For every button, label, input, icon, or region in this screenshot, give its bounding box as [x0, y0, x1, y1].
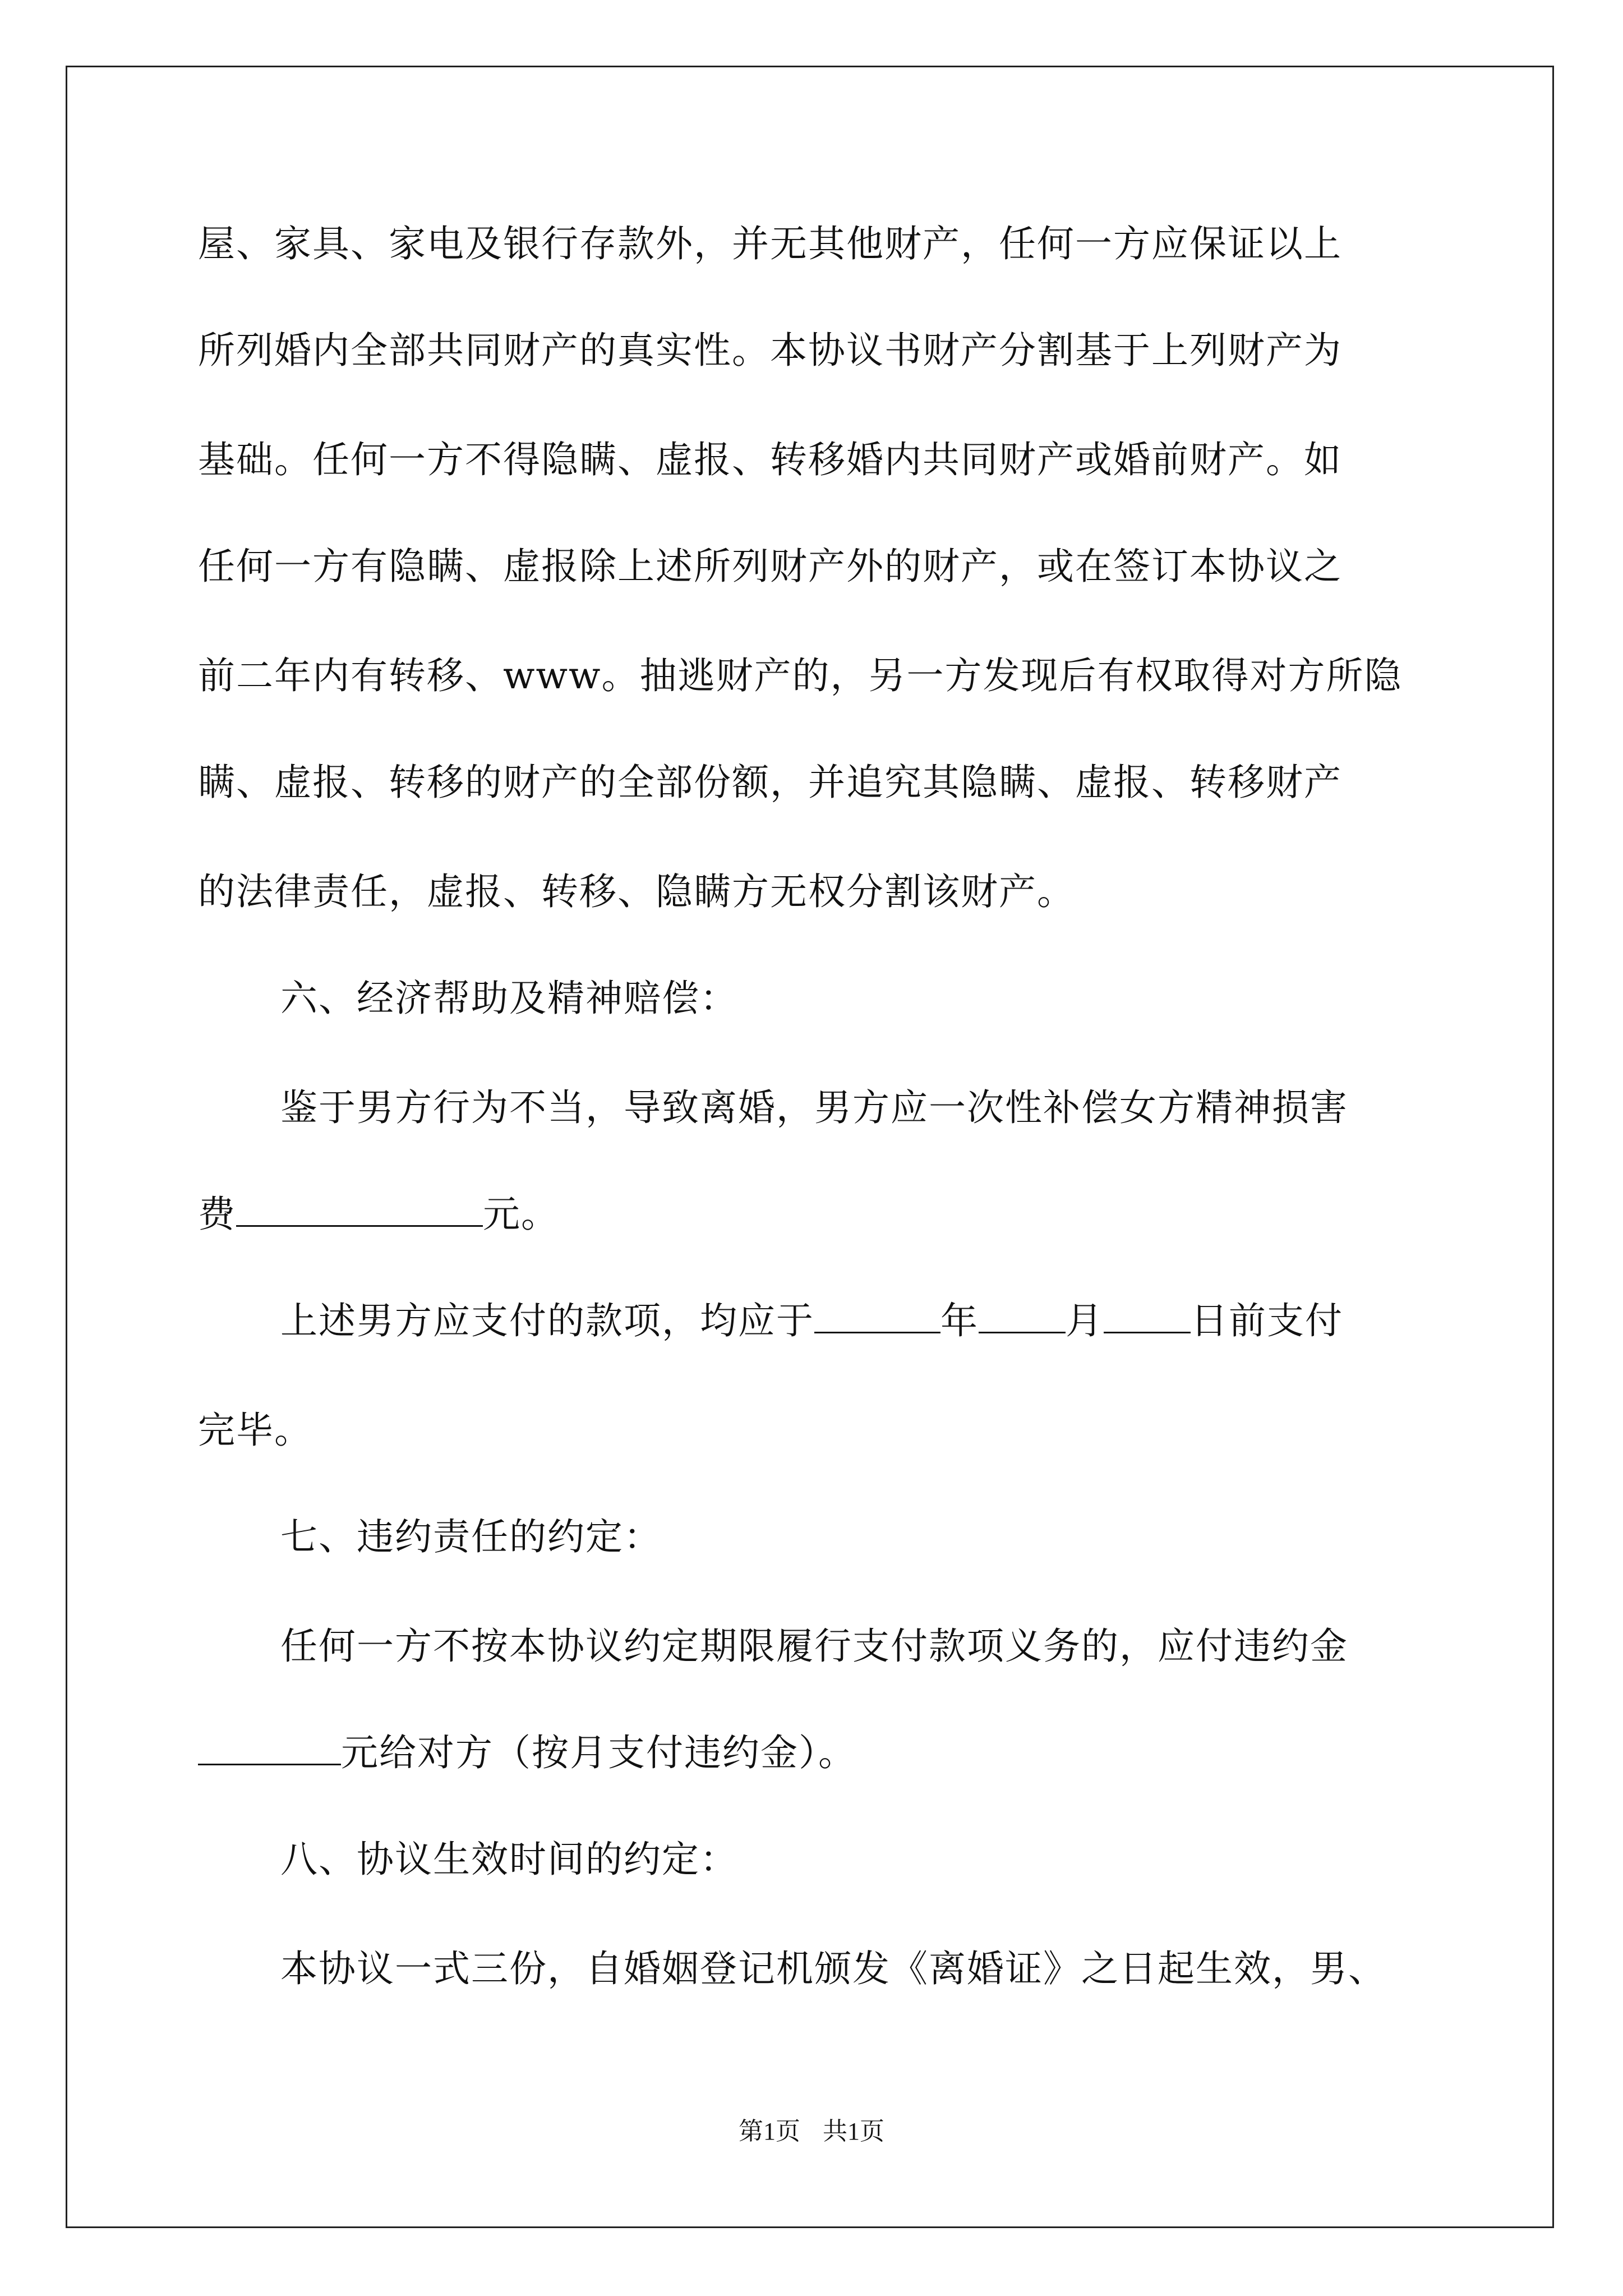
page-footer	[0, 2115, 1623, 2148]
section-heading-6: 六、经济帮助及精神赔偿：	[280, 977, 738, 1020]
body-line-11: 完毕。	[198, 1409, 312, 1452]
day-label: 日前支付	[1191, 1299, 1343, 1342]
fee-label: 费	[198, 1193, 236, 1236]
month-label: 月	[1066, 1299, 1104, 1342]
day-blank	[1104, 1298, 1191, 1333]
body-line-9	[198, 1189, 559, 1240]
year-label: 年	[940, 1299, 979, 1342]
month-blank	[979, 1298, 1066, 1333]
body-line-14: 本协议一式三份，自婚姻登记机颁发《离婚证》之日起生效，男、	[280, 1947, 1386, 1990]
body-line-2: 所列婚内全部共同财产的真实性。本协议书财产分割基于上列财产为	[198, 329, 1342, 372]
body-line-12: 任何一方不按本协议约定期限履行支付款项义务的，应付违约金	[280, 1625, 1348, 1668]
amount-blank	[236, 1191, 483, 1227]
body-line-6: 瞒、虚报、转移的财产的全部份额，并追究其隐瞒、虚报、转移财产	[198, 761, 1342, 804]
page-border	[66, 66, 1554, 2228]
body-line-8: 鉴于男方行为不当，导致离婚，男方应一次性补偿女方精神损害	[280, 1086, 1348, 1129]
body-line-10	[280, 1296, 1343, 1346]
body-line-3: 基础。任何一方不得隐瞒、虚报、转移婚内共同财产或婚前财产。如	[198, 438, 1342, 481]
currency-label: 元。	[483, 1193, 559, 1236]
body-line-5: 前二年内有转移、www。抽逃财产的，另一方发现后有权取得对方所隐	[198, 654, 1403, 697]
penalty-blank	[198, 1730, 341, 1765]
payment-deadline-text: 上述男方应支付的款项，均应于	[280, 1299, 814, 1342]
body-line-1: 屋、家具、家电及银行存款外，并无其他财产，任何一方应保证以上	[198, 222, 1342, 265]
section-heading-7: 七、违约责任的约定：	[280, 1515, 662, 1558]
page-number: 第1页	[739, 2118, 800, 2145]
body-line-7: 的法律责任，虚报、转移、隐瞒方无权分割该财产。	[198, 870, 1075, 913]
body-line-4: 任何一方有隐瞒、虚报除上述所列财产外的财产，或在签订本协议之	[198, 545, 1342, 588]
body-line-13	[198, 1728, 856, 1778]
section-heading-8: 八、协议生效时间的约定：	[280, 1838, 738, 1881]
year-blank	[814, 1298, 940, 1333]
penalty-text: 元给对方（按月支付违约金）。	[341, 1731, 856, 1774]
page-total: 共1页	[823, 2118, 884, 2145]
